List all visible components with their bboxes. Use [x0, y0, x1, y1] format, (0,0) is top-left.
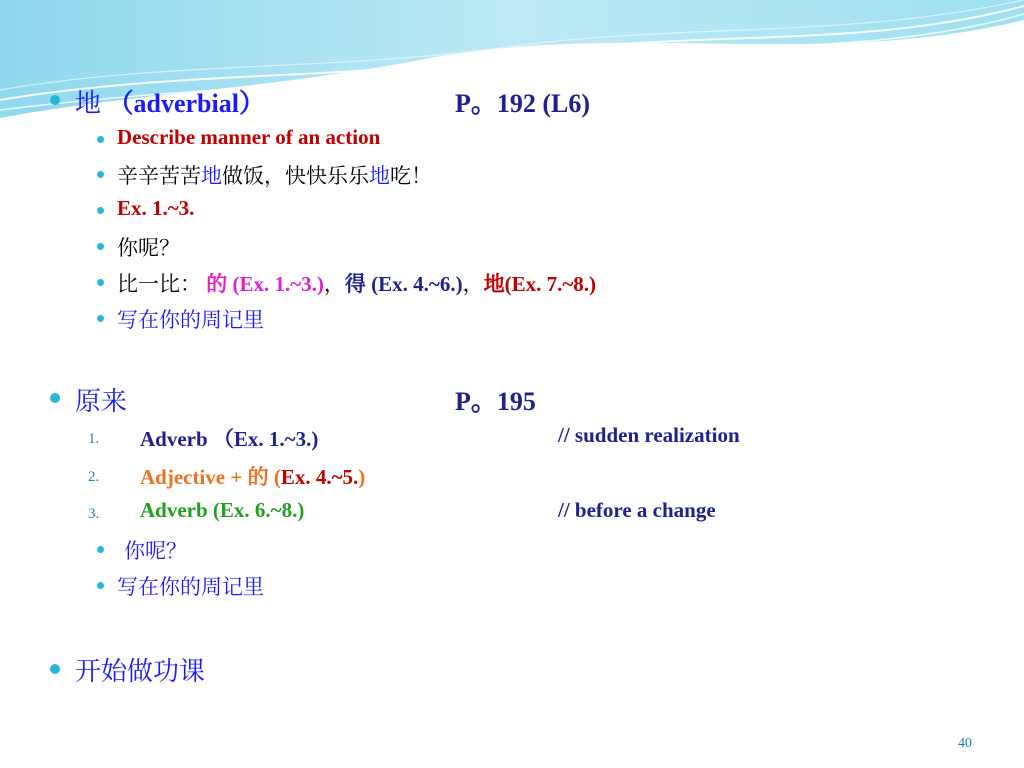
text-segment: )	[358, 465, 366, 489]
list-item: 你呢？	[124, 539, 187, 563]
list-number: 1.	[88, 431, 100, 447]
text-segment: 做饭，快快乐乐	[222, 164, 369, 188]
bullet-marker	[97, 136, 104, 143]
list-item: Describe manner of an action	[117, 125, 381, 149]
bullet-marker	[50, 95, 60, 105]
page-reference: P。192 (L6)	[455, 89, 591, 118]
page-number: 40	[958, 736, 972, 751]
list-item	[117, 160, 432, 190]
text-segment: Adjective + 的 (	[140, 465, 281, 489]
item-note: // before a change	[558, 498, 716, 522]
text-segment: ，	[462, 272, 484, 296]
bullet-marker	[50, 664, 60, 674]
list-item: 写在你的周记里	[117, 308, 264, 332]
text-segment: 吃！	[390, 164, 432, 188]
compare-dei-item: 得 (Ex. 4.~6.)	[344, 272, 463, 296]
section-heading-homework: 开始做功课	[75, 657, 206, 687]
item-note: // sudden realization	[558, 423, 740, 447]
bullet-marker	[50, 393, 60, 403]
list-item: 写在你的周记里	[117, 575, 264, 599]
list-item: Ex. 1.~3.	[117, 196, 195, 220]
bullet-marker	[97, 243, 104, 250]
text-segment: 辛辛苦苦	[117, 164, 201, 188]
list-number: 3.	[88, 506, 100, 522]
list-number: 2.	[88, 469, 100, 485]
compare-di-item: 地(Ex. 7.~8.)	[483, 272, 597, 296]
bullet-marker	[97, 207, 104, 214]
text-segment: Ex. 4.~5.	[280, 465, 359, 489]
text-segment: 比一比：	[117, 272, 201, 296]
highlight-de: 地	[369, 164, 390, 188]
heading-english: （adverbial）	[107, 89, 265, 118]
highlight-de: 地	[201, 164, 222, 188]
heading-chinese: 地	[75, 89, 102, 119]
bullet-marker	[97, 279, 104, 286]
text-segment: ，	[323, 272, 345, 296]
page-reference: P。195	[455, 387, 536, 416]
numbered-item: Adverb (Ex. 6.~8.)	[140, 498, 305, 522]
numbered-item: Adverb （Ex. 1.~3.)	[140, 427, 319, 451]
list-item	[117, 268, 596, 298]
compare-de-item: 的 (Ex. 1.~3.)	[201, 272, 324, 296]
numbered-item	[140, 461, 365, 491]
section-heading-yuanlai: 原来	[75, 387, 128, 417]
bullet-marker	[97, 546, 104, 553]
section-heading-de	[75, 83, 265, 120]
bullet-marker	[97, 171, 104, 178]
bullet-marker	[97, 582, 104, 589]
list-item: 你呢？	[117, 236, 180, 260]
bullet-marker	[97, 315, 104, 322]
